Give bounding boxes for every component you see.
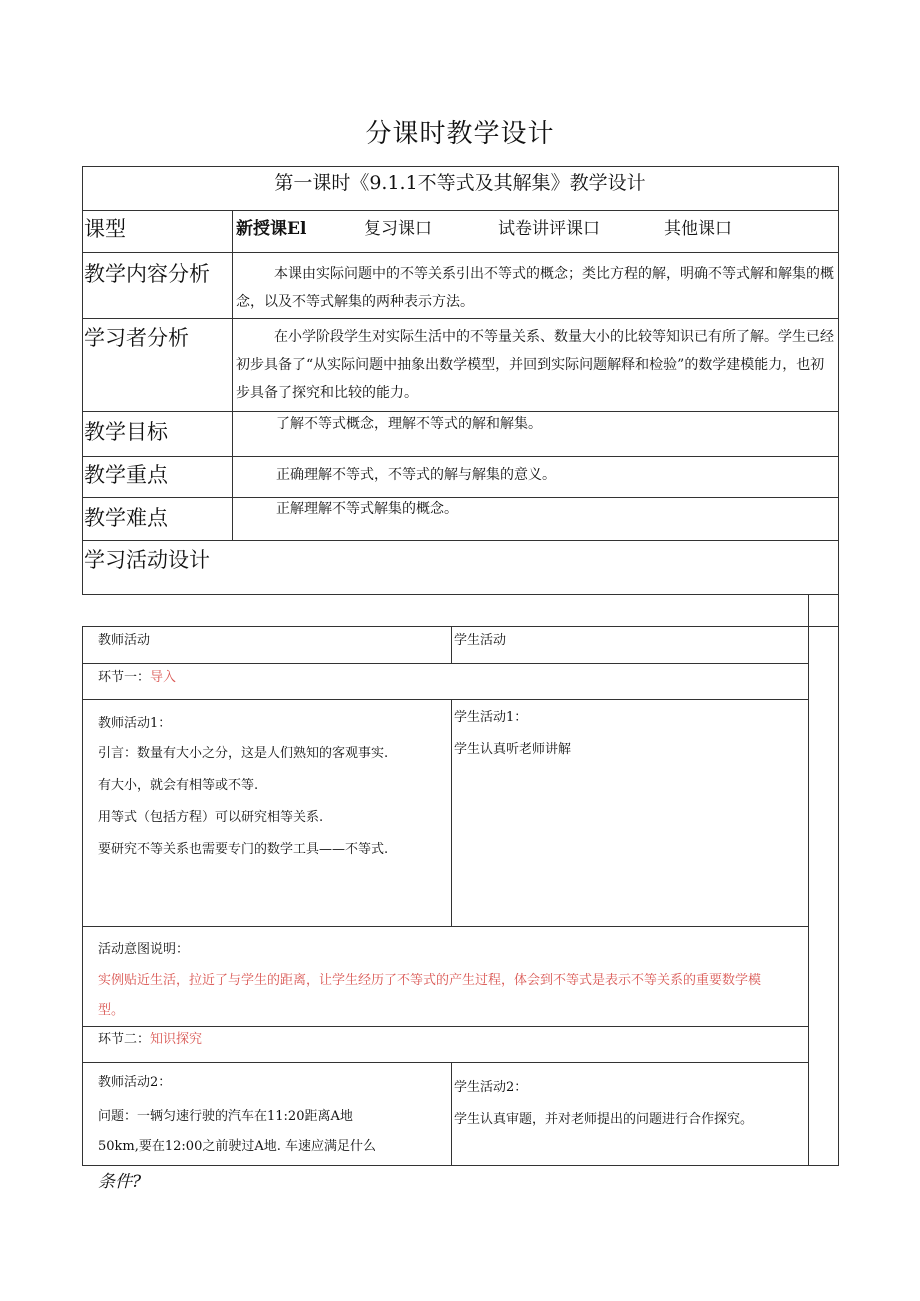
learner-analysis-line: 在小学阶段学生对实际生活中的不等量关系、数量大小的比较等知识已有所了解。学生已经	[274, 329, 834, 345]
content-analysis-label: 教学内容分析	[84, 262, 210, 286]
stage1-prefix: 环节一：	[98, 670, 151, 685]
teacher-activity-2-line: 问题：一辆匀速行驶的汽车在11:20距离A地	[98, 1109, 353, 1124]
teacher-activity-1-line: 用等式（包括方程）可以研究相等关系.	[98, 810, 324, 825]
teaching-goal-text: 了解不等式概念，理解不等式的解和解集。	[276, 416, 542, 432]
course-type-exam-review[interactable]: 试卷讲评课口	[498, 219, 600, 239]
activity-design-label: 学习活动设计	[84, 548, 210, 572]
teacher-activity-1-line: 要研究不等关系也需要专门的数学工具——不等式.	[98, 842, 389, 857]
student-activity-1-text: 学生认真听老师讲解	[454, 742, 572, 757]
activity-intent-line: 型。	[98, 1003, 125, 1018]
activity-intent-line: 实例贴近生活，拉近了与学生的距离，让学生经历了不等式的产生过程，体会到不等式是表示不等关系的重要数学模	[98, 973, 762, 988]
student-activity-1-title: 学生活动1：	[454, 710, 528, 725]
learner-analysis-text	[236, 323, 836, 407]
learner-analysis-label: 学习者分析	[84, 326, 189, 350]
activity-intent-label: 活动意图说明：	[98, 942, 190, 957]
teacher-activity-2-line: 50km,要在12:00之前驶过A地. 车速应满足什么	[98, 1139, 376, 1154]
overflow-text: 条件?	[98, 1172, 142, 1192]
course-type-other[interactable]: 其他课口	[664, 219, 732, 239]
lesson-title: 第一课时《9.1.1不等式及其解集》教学设计	[274, 172, 646, 194]
stage1-heading	[98, 666, 176, 685]
stage2-prefix: 环节二：	[98, 1032, 151, 1047]
learner-analysis-line: 步具备了探究和比较的能力。	[236, 385, 418, 401]
course-type-review[interactable]: 复习课口	[364, 219, 432, 239]
teacher-activity-1-line: 有大小，就会有相等或不等.	[98, 778, 259, 793]
student-activity-header: 学生活动	[454, 633, 507, 648]
content-analysis-line: 念，以及不等式解集的两种表示方法。	[236, 294, 474, 310]
difficulties-text: 正解理解不等式解集的概念。	[276, 501, 458, 517]
teaching-goal-label: 教学目标	[84, 420, 168, 444]
course-type-label: 课型	[84, 217, 126, 241]
difficulties-label: 教学难点	[84, 506, 168, 530]
teacher-activity-1-title: 教师活动1：	[98, 716, 172, 731]
learner-analysis-line: 初步具备了“从实际问题中抽象出数学模型，并回到实际问题解释和检验”的数学建模能力，也初	[236, 357, 825, 373]
teacher-activity-1-body	[98, 738, 388, 866]
key-points-text: 正确理解不等式，不等式的解与解集的意义。	[276, 467, 556, 483]
student-activity-2-text: 学生认真审题，并对老师提出的问题进行合作探究。	[454, 1112, 754, 1127]
course-type-new[interactable]: 新授课El	[236, 219, 307, 239]
student-activity-2-title: 学生活动2：	[454, 1080, 528, 1095]
document-title: 分课时教学设计	[365, 119, 555, 149]
teacher-activity-1-line: 引言：数量有大小之分，这是人们熟知的客观事实.	[98, 746, 389, 761]
stage1-name: 导入	[150, 670, 177, 685]
key-points-label: 教学重点	[84, 463, 168, 487]
teacher-activity-2-body	[98, 1102, 376, 1162]
content-analysis-line: 本课由实际问题中的不等关系引出不等式的概念；类比方程的解，明确不等式解和解集的概	[274, 266, 834, 282]
content-analysis-text	[236, 260, 836, 316]
activity-intent-text	[98, 966, 808, 1026]
stage2-heading	[98, 1028, 202, 1047]
stage2-name: 知识探究	[150, 1032, 203, 1047]
teacher-activity-2-title: 教师活动2：	[98, 1075, 172, 1090]
teacher-activity-header: 教师活动	[98, 633, 151, 648]
